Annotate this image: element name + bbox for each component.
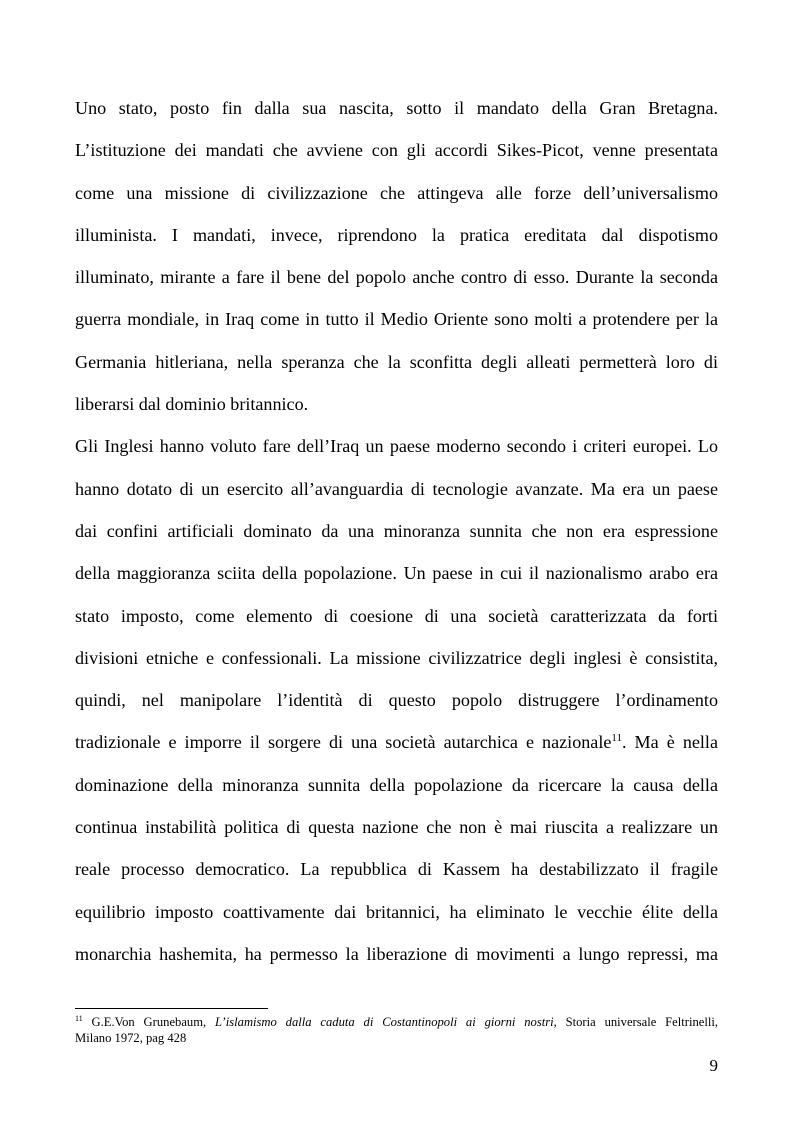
text-line: come una missione di civilizzazione che attingeva alle forze dell’universalismo [75, 182, 718, 203]
text-line: liberarsi dal dominio britannico. [75, 394, 309, 415]
text-line: divisioni etniche e confessionali. La missione civilizzatrice degli inglesi è consistita, [75, 647, 718, 668]
text-line: L’istituzione dei mandati che avviene con gli accordi Sikes-Picot, venne presentata [75, 140, 718, 161]
text-line: guerra mondiale, in Iraq come in tutto il Medio Oriente sono molti a protendere per la [75, 309, 718, 330]
text-line: equilibrio imposto coattivamente dai britannici, ha eliminato le vecchie élite della [75, 901, 718, 922]
paragraph-2 [75, 425, 718, 975]
footnote-line [75, 1014, 718, 1030]
footnote-separator [75, 1008, 268, 1009]
body-text [75, 87, 718, 975]
page-number: 9 [709, 1056, 718, 1075]
text-line: dai confini artificiali dominato da una minoranza sunnita che non era espressione [75, 520, 718, 541]
text-line: stato imposto, come elemento di coesione di una società caratterizzata da forti [75, 605, 718, 626]
footnote [75, 1014, 718, 1046]
text-segment: . Ma è nella [621, 732, 718, 753]
paragraph-1 [75, 87, 718, 425]
text-line: illuminista. I mandati, invece, riprendono la pratica ereditata dal dispotismo [75, 224, 718, 245]
text-line: reale processo democratico. La repubblica di Kassem ha destabilizzato il fragile [75, 859, 718, 880]
text-line: Gli Inglesi hanno voluto fare dell’Iraq un paese moderno secondo i criteri europei. Lo [75, 436, 718, 457]
footnote-publisher: , Storia universale Feltrinelli, [553, 1015, 718, 1029]
text-segment: tradizionale e imporre il sorgere di una società autarchica e nazionale [75, 732, 612, 753]
text-line: dominazione della minoranza sunnita della popolazione da ricercare la causa della [75, 774, 718, 795]
text-line: Germania hitleriana, nella speranza che la sconfitta degli alleati permetterà loro di [75, 351, 718, 372]
footnote-line: Milano 1972, pag 428 [75, 1031, 187, 1045]
text-line: continua instabilità politica di questa nazione che non è mai riuscita a realizzare un [75, 817, 718, 838]
text-line: Uno stato, posto fin dalla sua nascita, sotto il mandato della Gran Bretagna. [75, 98, 718, 118]
text-line: hanno dotato di un esercito all’avanguardia di tecnologie avanzate. Ma era un paese [75, 478, 718, 499]
footnote-title: L’islamismo dalla caduta di Costantinopoli ai giorni nostri [215, 1015, 554, 1029]
text-line: monarchia hashemita, ha permesso la liberazione di movimenti a lungo repressi, ma [75, 943, 718, 964]
text-line: della maggioranza sciita della popolazione. Un paese in cui il nazionalismo arabo era [75, 563, 718, 584]
text-line: quindi, nel manipolare l’identità di questo popolo distruggere l’ordinamento [75, 690, 718, 711]
text-line [75, 721, 718, 763]
footnote-number: 11 [75, 1014, 83, 1023]
footnote-reference[interactable]: 11 [611, 732, 622, 745]
footnote-author: G.E.Von Grunebaum, [82, 1015, 216, 1029]
text-line: illuminato, mirante a fare il bene del popolo anche contro di esso. Durante la seconda [75, 267, 718, 288]
